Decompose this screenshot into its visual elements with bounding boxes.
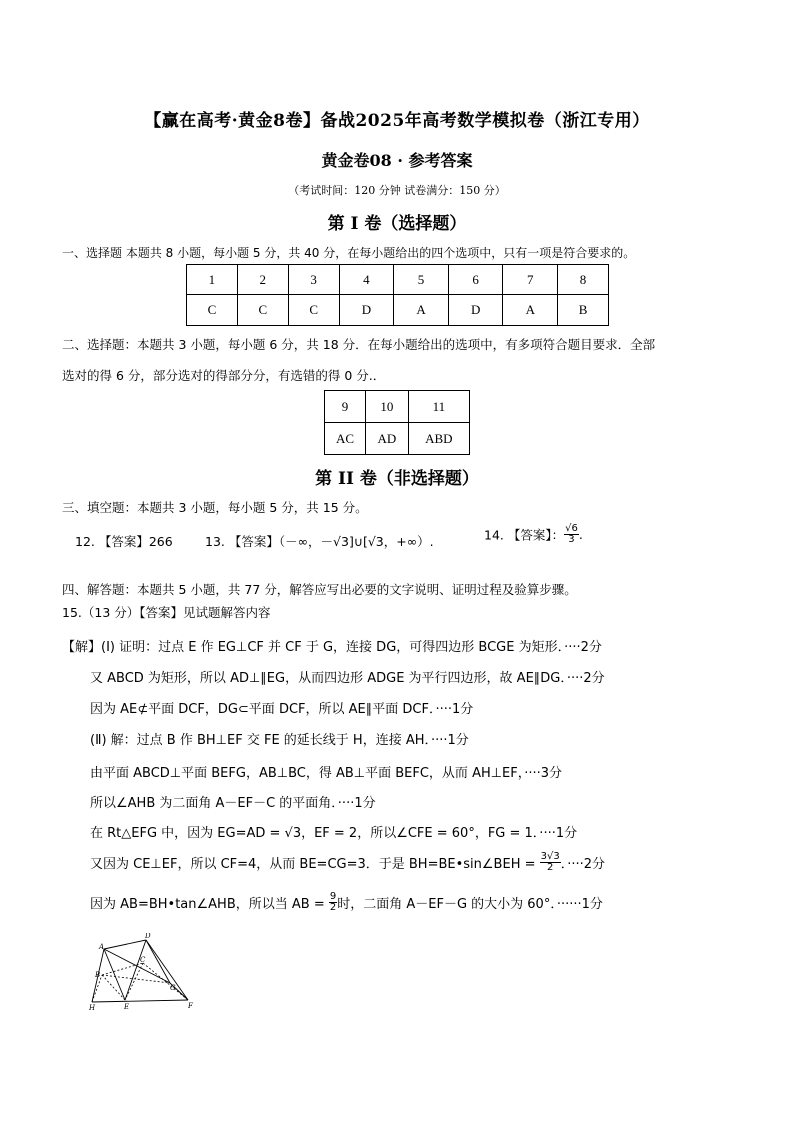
fraction-numerator: 3√3 xyxy=(540,851,560,862)
table2-answer-row xyxy=(325,423,470,455)
answer-table-2 xyxy=(324,390,470,455)
solution-line-6: 所以∠AHB 为二面角 A－EF－C 的平面角．····1分 xyxy=(90,796,376,811)
section2-intro-line2: 选对的得 6 分，部分选对的得部分分，有选错的得 0 分.． xyxy=(62,368,386,383)
table-cell: AC xyxy=(325,423,366,455)
edge-AD xyxy=(104,940,146,949)
answer-q14: 14. 【答案】： $\frac{√6}{3}$ . xyxy=(484,523,583,545)
fraction-denominator: 3 xyxy=(568,534,575,545)
table1-number-row xyxy=(187,265,609,295)
table-cell: A xyxy=(503,295,558,326)
edge-DF xyxy=(146,940,188,1000)
section3-intro: 三、填空题：本题共 3 小题，每小题 5 分，共 15 分。 xyxy=(62,500,368,515)
table-cell: C xyxy=(237,295,288,326)
solution-line-4: (Ⅱ) 解：过点 B 作 BH⊥EF 交 FE 的延长线于 H，连接 AH．····1分 xyxy=(90,733,469,748)
answer-table-1 xyxy=(186,264,609,326)
solution-line-3: 因为 AE⊄平面 DCF，DG⊂平面 DCF，所以 AE∥平面 DCF．····1分 xyxy=(90,702,474,717)
table-cell: 8 xyxy=(558,265,609,295)
edge-BG xyxy=(102,975,170,983)
table-cell: 7 xyxy=(503,265,558,295)
table-cell: 3 xyxy=(288,265,339,295)
edge-CE xyxy=(125,963,143,1000)
line9-fraction xyxy=(329,892,337,913)
point-label: C xyxy=(140,956,146,964)
point-label: A xyxy=(99,943,105,951)
exam-info: （考试时间：120 分钟 试卷满分：150 分） xyxy=(288,184,506,197)
fraction-denominator: 2 xyxy=(329,902,337,913)
point-label: D xyxy=(145,933,151,940)
solution-line-8 xyxy=(90,852,605,873)
fraction-numerator: 9 xyxy=(329,891,337,902)
table-cell: ABD xyxy=(408,423,469,455)
line9-tail: 时，二面角 A－EF－G 的大小为 60°．······1分 xyxy=(337,897,603,912)
edge-AE xyxy=(104,949,125,1000)
document-subtitle: 黄金卷08 · 参考答案 xyxy=(321,151,473,170)
q13-prefix: 13. 【答案】 xyxy=(205,534,279,549)
line9-text: 因为 AB=BH•tan∠AHB，所以当 AB = xyxy=(90,897,325,912)
table-cell: 11 xyxy=(408,391,469,423)
table-cell: 2 xyxy=(237,265,288,295)
point-label: E xyxy=(124,1003,130,1011)
line8-tail: ．····2分 xyxy=(560,857,606,872)
section4-intro: 四、解答题：本题共 5 小题，共 77 分，解答应写出必要的文字说明、证明过程及验算步骤。 xyxy=(62,582,577,597)
table-cell: A xyxy=(394,295,449,326)
answer-q12: 12. 【答案】266 xyxy=(75,534,173,549)
table-cell: D xyxy=(448,295,503,326)
q15-head: 15.（13 分）【答案】见试题解答内容 xyxy=(62,605,271,620)
point-label: G xyxy=(170,984,176,992)
solution-line-7: 在 Rt△EFG 中，因为 EG=AD = √3，EF = 2，所以∠CFE = 60°，FG = 1．····1分 xyxy=(90,826,578,841)
table-cell: 9 xyxy=(325,391,366,423)
solution-line-1: 【解】(Ⅰ) 证明：过点 E 作 EG⊥CF 并 CF 于 G，连接 DG，可得四边形 BCGE 为矩形．····2分 xyxy=(62,640,602,655)
answer-q13 xyxy=(205,532,434,550)
section1-intro: 一、选择题 本题共 8 小题，每小题 5 分，共 40 分，在每小题给出的四个选项中，只有一项是符合要求的。 xyxy=(62,246,636,260)
table-cell: AD xyxy=(366,423,409,455)
fraction-denominator: 2 xyxy=(547,862,554,873)
line8-fraction xyxy=(540,852,561,873)
table-cell: 10 xyxy=(366,391,409,423)
edge-HF xyxy=(92,1000,188,1002)
table-cell: 5 xyxy=(394,265,449,295)
fraction-numerator: √6 xyxy=(565,523,578,534)
table-cell: C xyxy=(288,295,339,326)
table-cell: 4 xyxy=(339,265,394,295)
solution-line-2: 又 ABCD 为矩形，所以 AD⊥∥EG，从而四边形 ADGE 为平行四边形，故 AE∥DG．····2分 xyxy=(90,671,605,686)
table-cell: 6 xyxy=(448,265,503,295)
geometry-figure xyxy=(88,933,198,1013)
point-label: B xyxy=(95,971,101,979)
section2-intro-line1: 二、选择题：本题共 3 小题，每小题 6 分，共 18 分．在每小题给出的选项中，有多项符合题目要求．全部 xyxy=(62,337,656,352)
solution-line-5: 由平面 ABCD⊥平面 BEFG，AB⊥BC，得 AB⊥平面 BEFC，从而 AH⊥EF，····3分 xyxy=(90,766,563,781)
table-cell: 1 xyxy=(187,265,238,295)
table2-number-row xyxy=(325,391,470,423)
document-title: 【赢在高考·黄金8卷】备战2025年高考数学模拟卷（浙江专用） xyxy=(144,111,650,131)
edge-BC xyxy=(102,963,143,975)
line8-text: 又因为 CE⊥EF，所以 CF=4，从而 BE=CG=3．于是 BH=BE•sin∠BEH = xyxy=(90,857,536,872)
part2-heading: 第 II 卷（非选择题） xyxy=(315,469,479,489)
part1-heading: 第 I 卷（选择题） xyxy=(327,214,467,234)
q13-answer: （－∞，－√3]∪[√3，+∞）. xyxy=(278,534,434,549)
table1-answer-row xyxy=(187,295,609,326)
point-label: H xyxy=(89,1004,96,1012)
table-cell: C xyxy=(187,295,238,326)
table-cell: B xyxy=(558,295,609,326)
q14-fraction xyxy=(564,524,579,545)
solution-line-9 xyxy=(90,892,603,913)
point-label: F xyxy=(188,1002,193,1010)
q14-prefix: 14. 【答案】： xyxy=(484,527,565,543)
table-cell: D xyxy=(339,295,394,326)
edge-ED xyxy=(125,940,146,1000)
edge-BE xyxy=(102,975,125,1000)
